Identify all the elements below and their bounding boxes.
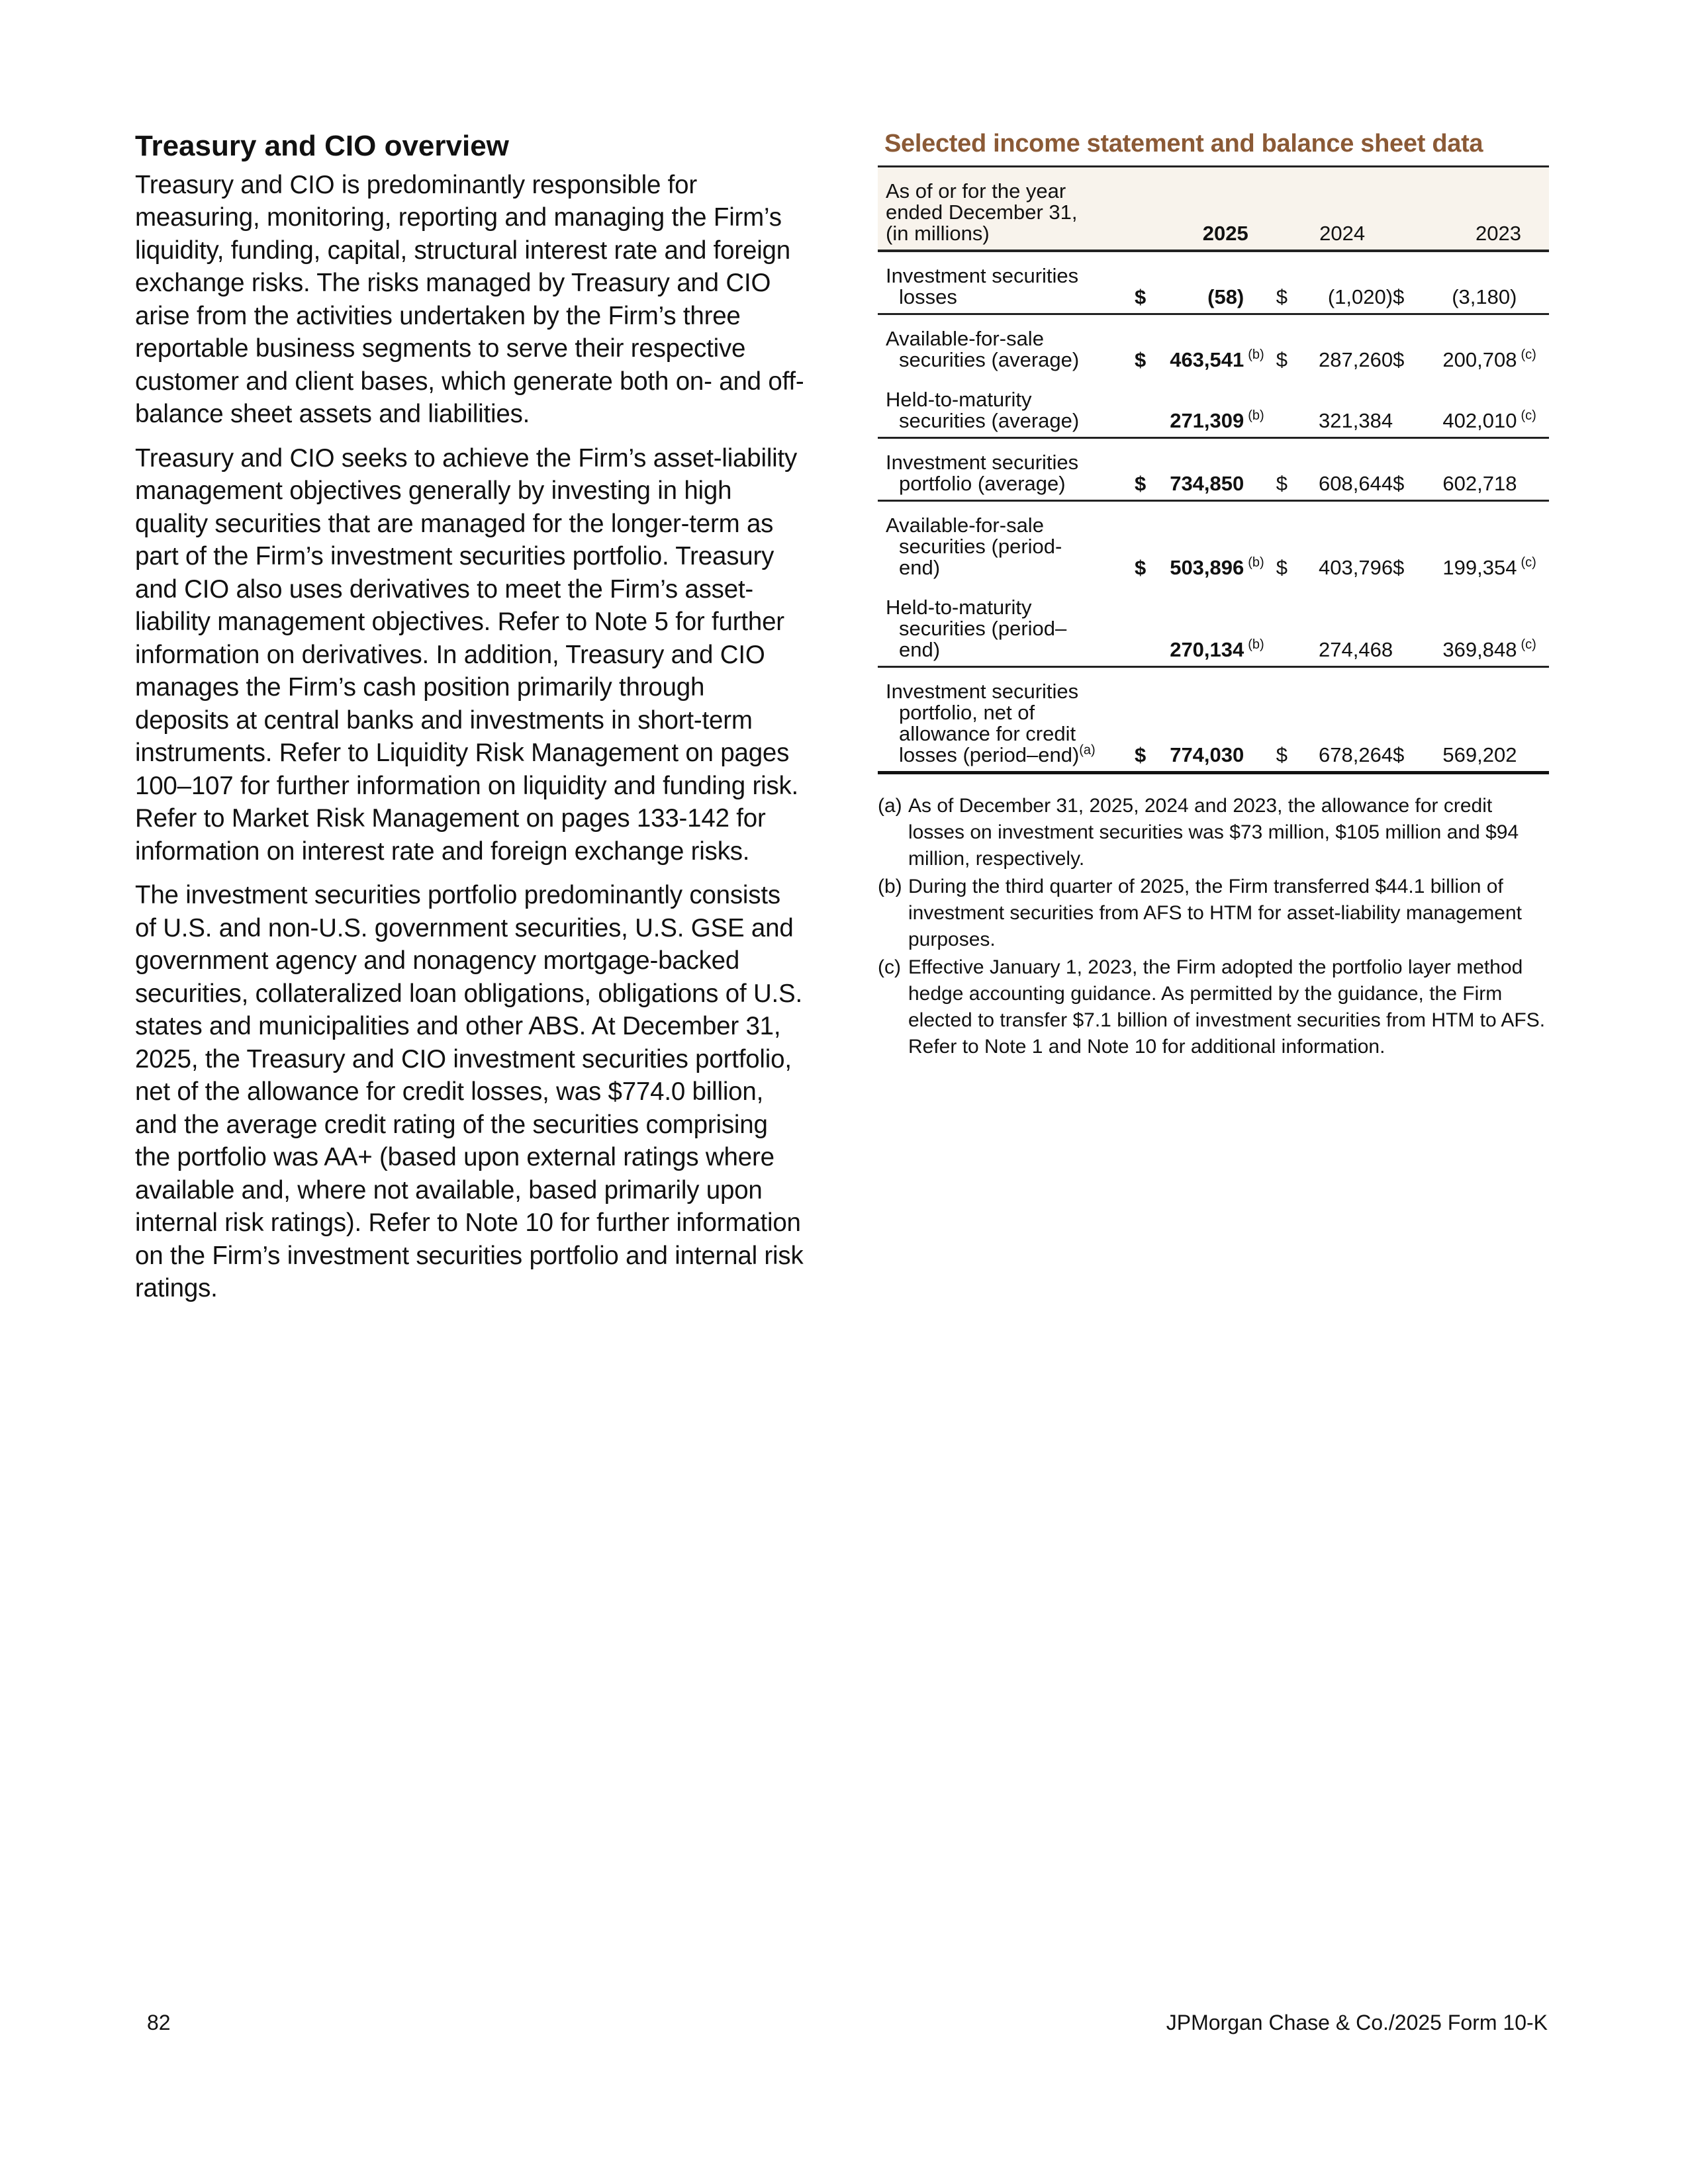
value-2025 — [1135, 314, 1244, 376]
header-label-line: (in millions) — [886, 221, 990, 245]
row-label-line — [886, 702, 1135, 723]
footnote-cell — [1244, 437, 1276, 500]
table-title: Selected income statement and balance sheet data — [884, 130, 1483, 158]
currency-symbol: $ — [1134, 285, 1147, 308]
footnote-cell — [1517, 314, 1549, 376]
value-2024 — [1276, 314, 1393, 376]
footnote-cell — [1517, 251, 1549, 314]
table-row — [878, 437, 1549, 500]
value-2023 — [1393, 500, 1517, 584]
row-label-line — [886, 639, 1135, 660]
value-2024 — [1276, 584, 1393, 667]
footnote-cell — [1244, 500, 1276, 584]
row-label-text: Available-for-sale — [886, 326, 1044, 350]
row-label-line — [886, 473, 1135, 494]
footnote-cell — [1517, 500, 1549, 584]
value-2024 — [1276, 437, 1393, 500]
table-header-row — [878, 166, 1549, 251]
currency-symbol: $ — [1134, 743, 1147, 766]
row-label-text: allowance for credit — [899, 721, 1076, 745]
footnote-cell — [1244, 584, 1276, 667]
footnote-cell — [1244, 666, 1276, 772]
row-label-text: losses (period–end) — [899, 743, 1080, 766]
footnote-a — [878, 793, 1549, 872]
row-label-line — [886, 745, 1135, 766]
row-label-text: securities (period- — [899, 534, 1062, 558]
table-row — [878, 376, 1549, 438]
currency-symbol: $ — [1393, 471, 1405, 495]
footnote-ref: (c) — [1521, 347, 1536, 362]
value-2024 — [1276, 376, 1393, 438]
row-label — [878, 251, 1135, 314]
row-label — [878, 584, 1135, 667]
header-label-line: ended December 31, — [886, 200, 1078, 224]
footnote-c — [878, 954, 1549, 1060]
footer-document-title: JPMorgan Chase & Co./2025 Form 10-K — [1166, 2011, 1548, 2034]
footnote-cell — [1517, 666, 1549, 772]
currency-symbol: $ — [1276, 743, 1288, 766]
treasury-overview-section — [135, 130, 805, 1316]
value-text: (1,020) — [1327, 285, 1393, 308]
currency-symbol: $ — [1393, 347, 1405, 371]
footnote-ref: (c) — [1521, 637, 1536, 652]
currency-symbol: $ — [1393, 743, 1405, 766]
footnote-b — [878, 874, 1549, 953]
table-row — [878, 314, 1549, 376]
table-row — [878, 666, 1549, 772]
row-label-line — [886, 410, 1135, 432]
paragraph-1: Treasury and CIO is predominantly responsible for measuring, monitoring, reporting and managing the Firm’s liquidity, funding, capital, structural interest rate and foreign exchange risks. The risks managed by Treasury and CIO arise from the activities undertaken by the Firm’s three reportable business segments to serve their respective customer and client bases, which generate both on- and off-balance sheet assets and liabilities. — [135, 170, 804, 429]
currency-symbol: $ — [1393, 555, 1405, 579]
footnote-ref: (b) — [1248, 347, 1264, 362]
currency-symbol: $ — [1276, 285, 1288, 308]
header-year-2024: 2024 — [1276, 166, 1393, 251]
row-label-line — [886, 597, 1135, 618]
row-label-line — [886, 452, 1135, 473]
value-text: 503,896 — [1170, 555, 1244, 579]
footnote-cell — [1244, 376, 1276, 438]
value-text: 271,309 — [1170, 408, 1244, 432]
selected-data-table — [878, 165, 1549, 774]
row-label-line — [886, 557, 1135, 578]
footnote-cell — [1244, 314, 1276, 376]
row-label-line — [886, 536, 1135, 557]
footnote-mark: (a) — [878, 794, 902, 817]
table-row — [878, 500, 1549, 584]
value-2023 — [1393, 251, 1517, 314]
currency-symbol: $ — [1134, 555, 1147, 579]
header-label-line: As of or for the year — [886, 179, 1066, 203]
row-label-text: securities (average) — [899, 347, 1080, 371]
paragraph-3: The investment securities portfolio predominantly consists of U.S. and non-U.S. government securities, U.S. GSE and government agency and nonagency mortgage-backed securities, collateralized loan obligations, obligations of U.S. states and municipalities and other ABS. At December 31, 2025, the Treasury and CIO investment securities portfolio, net of the allowance for credit losses, was $774.0 billion, and the average credit rating of the securities comprising the portfolio was AA+ (based upon external ratings where available and, where not available, based primarily upon internal risk ratings). Refer to Note 10 for further information on the Firm’s investment securities portfolio and internal risk ratings. — [135, 881, 804, 1303]
footnote-cell — [1517, 584, 1549, 667]
row-label-line — [886, 389, 1135, 410]
row-label-line — [886, 265, 1135, 287]
table-row — [878, 251, 1549, 314]
value-text: 569,202 — [1442, 743, 1517, 766]
footnote-cell — [1517, 376, 1549, 438]
paragraph-2: Treasury and CIO seeks to achieve the Firm’s asset-liability management objectives generally by investing in high quality securities that are managed for the longer-term as part of the Firm’s investment securities portfolio. Treasury and CIO also uses derivatives to meet the Firm’s asset-liability management objectives. Refer to Note 5 for further information on derivatives. In addition, Treasury and CIO manages the Firm’s cash position primarily through deposits at central banks and investments in short-term instruments. Refer to Liquidity Risk Management on pages 100–107 for further information on liquidity and funding risk. Refer to Market Risk Management on pages 133-142 for information on interest rate and foreign exchange risks. — [135, 443, 799, 866]
footnote-ref: (a) — [1079, 743, 1096, 758]
row-label-text: securities (period– — [899, 616, 1067, 640]
row-label-text: losses — [899, 285, 957, 308]
footnote-ref: (c) — [1521, 408, 1536, 423]
footnote-cell — [1517, 437, 1549, 500]
footnote-ref: (c) — [1521, 555, 1536, 570]
row-label-text: portfolio, net of — [899, 700, 1035, 724]
value-text: 602,718 — [1442, 471, 1517, 495]
table-row — [878, 584, 1549, 667]
selected-data-section — [878, 130, 1549, 1062]
row-label-text: securities (average) — [899, 408, 1080, 432]
value-text: 403,796 — [1319, 555, 1393, 579]
value-text: 274,468 — [1319, 637, 1393, 661]
currency-symbol: $ — [1276, 555, 1288, 579]
value-2024 — [1276, 251, 1393, 314]
value-2023 — [1393, 437, 1517, 500]
row-label-text: Held-to-maturity — [886, 387, 1032, 411]
row-label-line — [886, 618, 1135, 639]
row-label-line — [886, 723, 1135, 745]
row-label — [878, 666, 1135, 772]
row-label-line — [886, 681, 1135, 702]
value-2025 — [1135, 376, 1244, 438]
footnote-text: As of December 31, 2025, 2024 and 2023, the allowance for credit losses on investment securities was $73 million, $105 million and $94 million, respectively. — [908, 794, 1519, 870]
value-2024 — [1276, 500, 1393, 584]
row-label — [878, 314, 1135, 376]
header-label — [878, 166, 1135, 251]
footnote-ref: (b) — [1248, 408, 1264, 423]
value-2025 — [1135, 500, 1244, 584]
value-text: 678,264 — [1319, 743, 1393, 766]
value-2025 — [1135, 251, 1244, 314]
page-number: 82 — [147, 2011, 171, 2034]
value-text: 463,541 — [1170, 347, 1244, 371]
row-label — [878, 500, 1135, 584]
row-label-line — [886, 328, 1135, 349]
value-text: 734,850 — [1170, 471, 1244, 495]
currency-symbol: $ — [1393, 285, 1405, 308]
footnote-mark: (b) — [878, 875, 902, 897]
value-2025 — [1135, 584, 1244, 667]
currency-symbol: $ — [1276, 347, 1288, 371]
row-label-line — [886, 349, 1135, 371]
value-text: 774,030 — [1170, 743, 1244, 766]
value-text: 287,260 — [1319, 347, 1393, 371]
value-text: 321,384 — [1319, 408, 1393, 432]
value-2023 — [1393, 314, 1517, 376]
header-year-2023: 2023 — [1393, 166, 1549, 251]
value-text: 199,354 — [1442, 555, 1517, 579]
footnote-cell — [1244, 251, 1276, 314]
footnotes — [878, 793, 1549, 1060]
value-2025 — [1135, 666, 1244, 772]
row-label-line — [886, 287, 1135, 308]
row-label-text: Available-for-sale — [886, 513, 1044, 537]
footnote-mark: (c) — [878, 956, 901, 978]
row-label-text: portfolio (average) — [899, 471, 1066, 495]
footnote-text: Effective January 1, 2023, the Firm adopted the portfolio layer method hedge accounting guidance. As permitted by the guidance, the Firm elected to transfer $7.1 billion of investment securities from HTM to AFS. Refer to Note 1 and Note 10 for additional information. — [908, 956, 1546, 1058]
value-2023 — [1393, 666, 1517, 772]
row-label — [878, 376, 1135, 438]
value-2023 — [1393, 376, 1517, 438]
value-text: 200,708 — [1442, 347, 1517, 371]
header-year-2025: 2025 — [1135, 166, 1276, 251]
row-label-text: Investment securities — [886, 450, 1079, 474]
footnote-ref: (b) — [1248, 555, 1264, 570]
section-title: Treasury and CIO overview — [135, 130, 509, 162]
value-text: (3,180) — [1452, 285, 1517, 308]
row-label-text: end) — [899, 637, 941, 661]
row-label-text: Held-to-maturity — [886, 595, 1032, 619]
value-2025 — [1135, 437, 1244, 500]
value-2023 — [1393, 584, 1517, 667]
footnote-text: During the third quarter of 2025, the Firm transferred $44.1 billion of investment securities from AFS to HTM for asset-liability management purposes. — [908, 875, 1522, 950]
value-text: 608,644 — [1319, 471, 1393, 495]
value-text: (58) — [1207, 285, 1244, 308]
currency-symbol: $ — [1276, 471, 1288, 495]
row-label — [878, 437, 1135, 500]
value-2024 — [1276, 666, 1393, 772]
row-label-text: Investment securities — [886, 679, 1079, 703]
value-text: 402,010 — [1442, 408, 1517, 432]
value-text: 270,134 — [1170, 637, 1244, 661]
row-label-text: end) — [899, 555, 941, 579]
row-label-line — [886, 515, 1135, 536]
value-text: 369,848 — [1442, 637, 1517, 661]
row-label-text: Investment securities — [886, 263, 1079, 287]
currency-symbol: $ — [1134, 471, 1147, 495]
footnote-ref: (b) — [1248, 637, 1264, 652]
currency-symbol: $ — [1134, 347, 1147, 371]
